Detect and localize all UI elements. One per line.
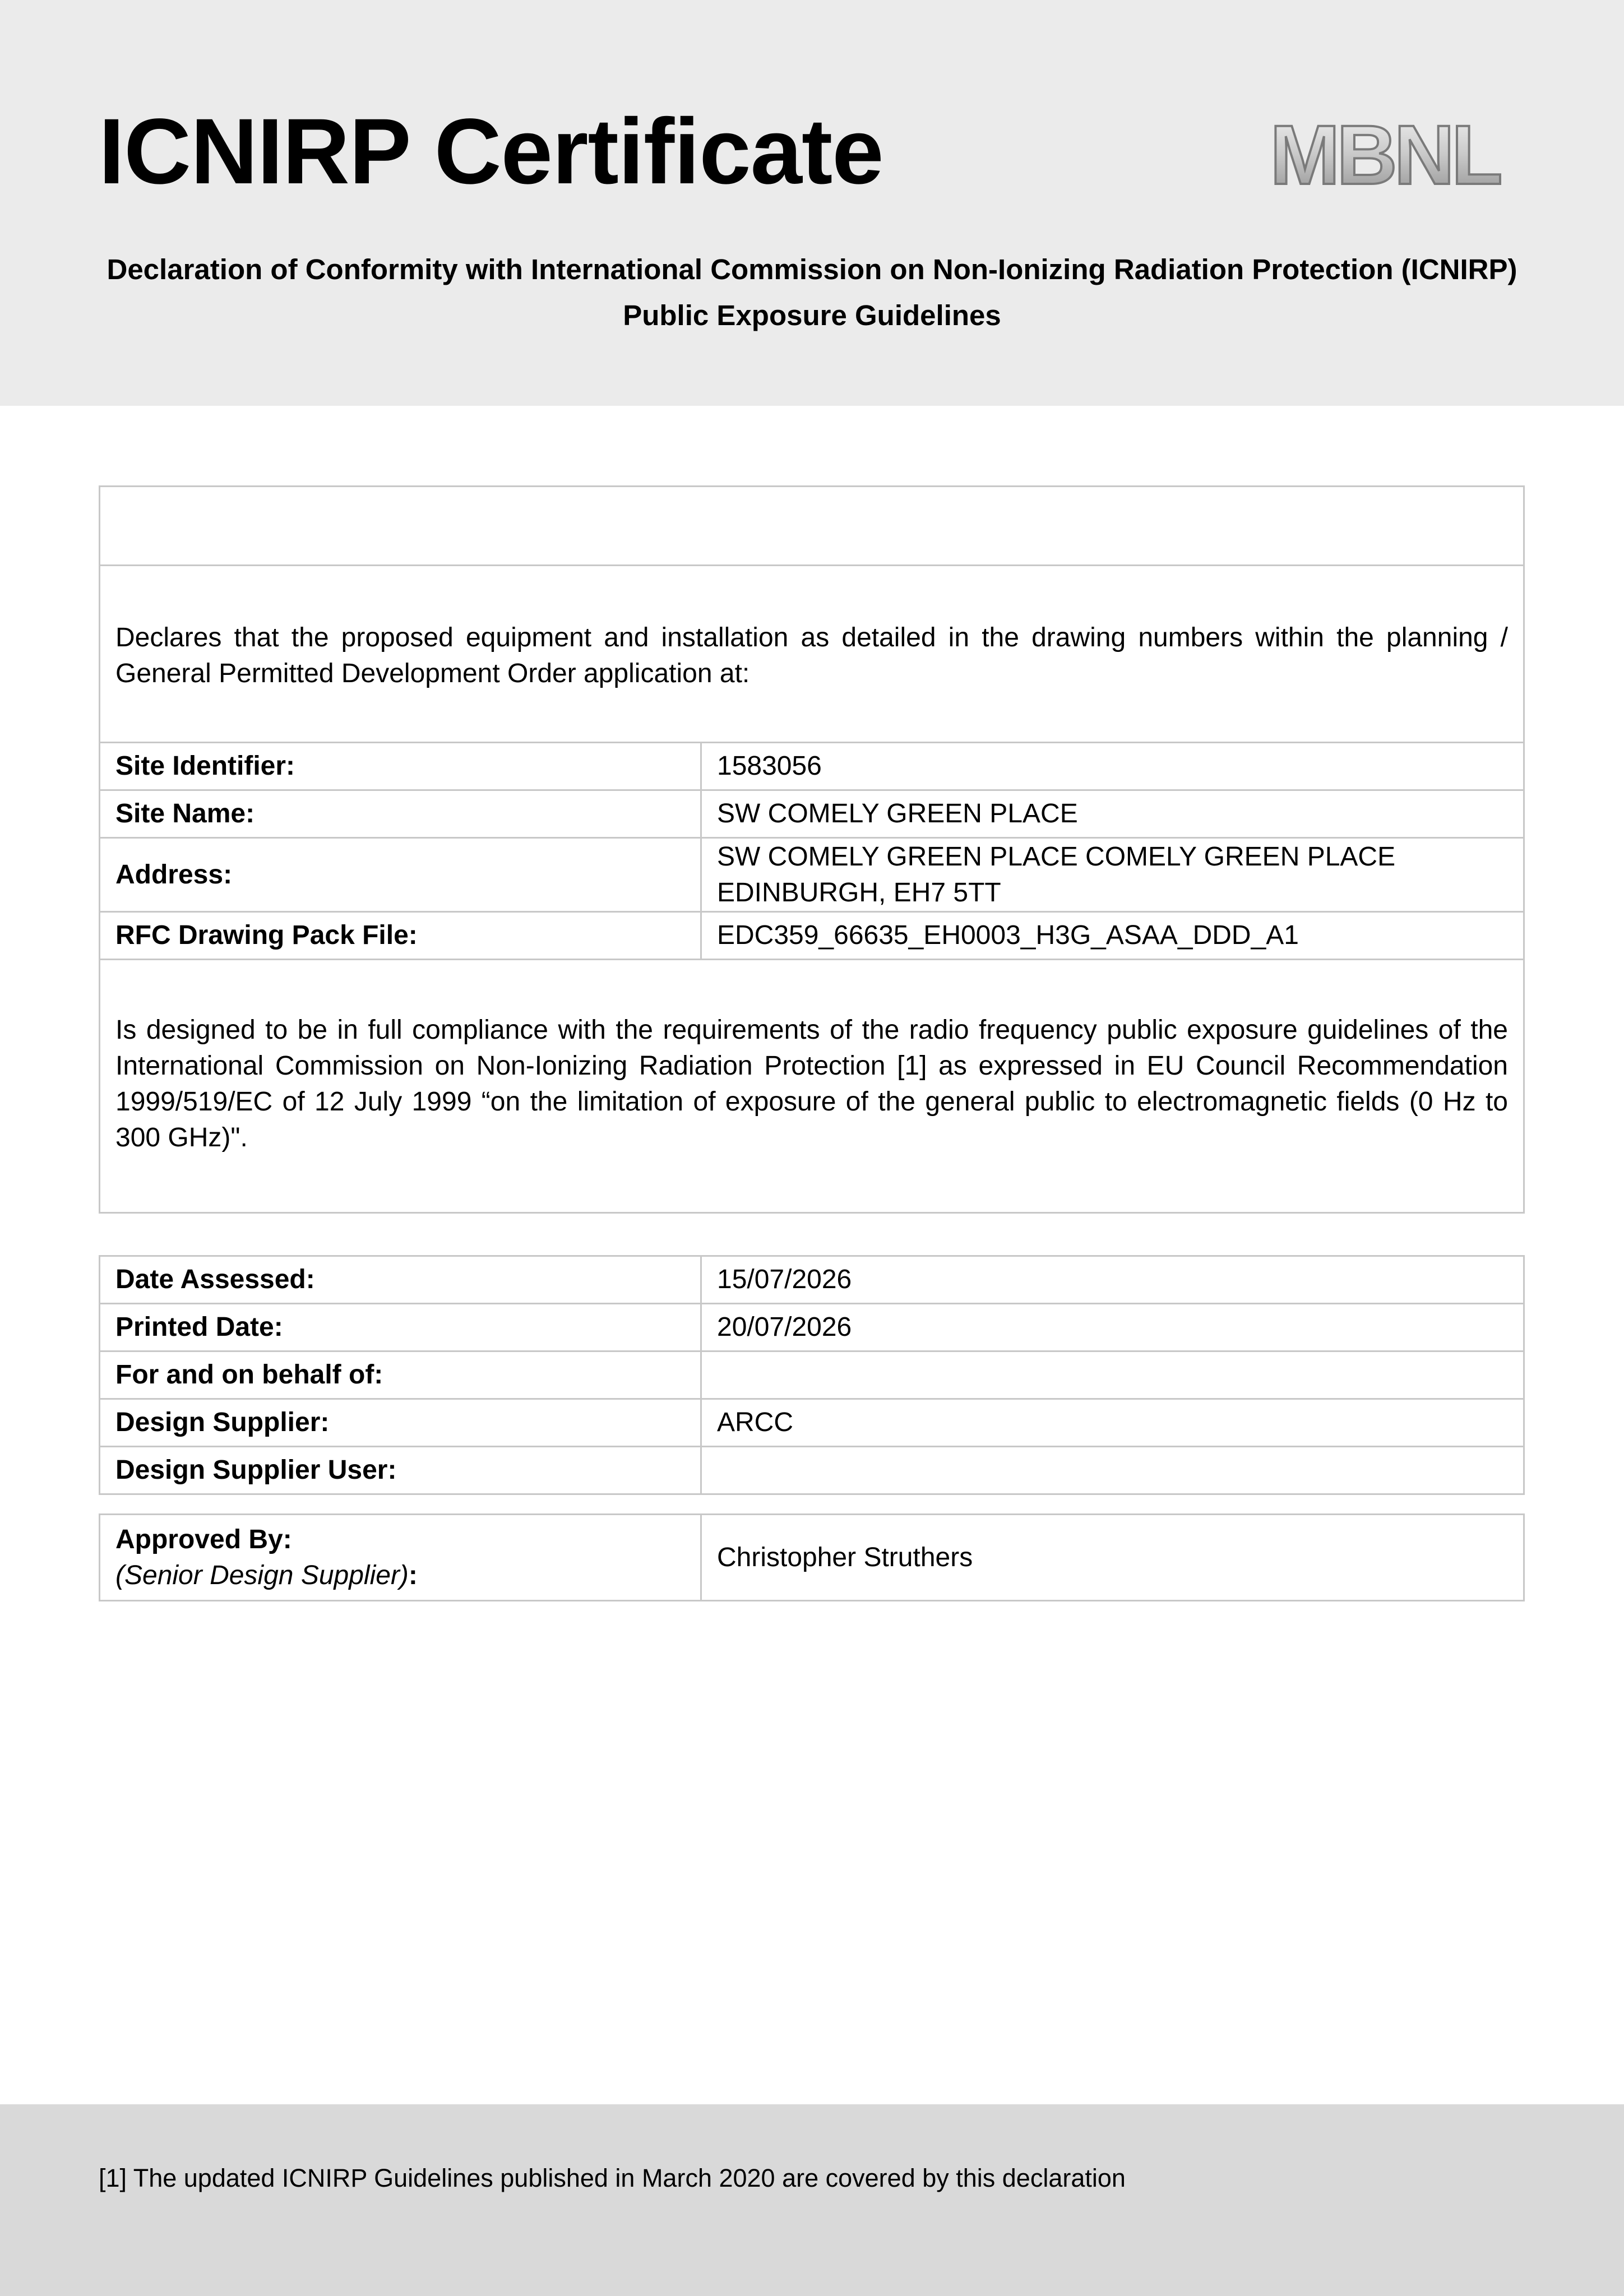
blank-header-row xyxy=(100,487,1523,566)
approved-by-value: Christopher Struthers xyxy=(701,1515,1524,1601)
date-assessed-label: Date Assessed: xyxy=(100,1256,701,1304)
design-supplier-user-value xyxy=(701,1447,1524,1494)
rfc-drawing-pack-label: RFC Drawing Pack File: xyxy=(100,912,701,960)
logo-text: MBNL xyxy=(1270,112,1500,202)
site-identifier-label: Site Identifier: xyxy=(100,743,701,790)
address-value: SW COMELY GREEN PLACE COMELY GREEN PLACE EDINBURGH, EH7 5TT xyxy=(701,838,1524,912)
rfc-drawing-pack-value: EDC359_66635_EH0003_H3G_ASAA_DDD_A1 xyxy=(701,912,1524,960)
printed-date-value: 20/07/2026 xyxy=(701,1304,1524,1351)
on-behalf-of-value xyxy=(701,1351,1524,1399)
mbnl-logo xyxy=(1261,112,1508,202)
site-name-label: Site Name: xyxy=(100,790,701,838)
approval-table xyxy=(99,1513,1525,1601)
page-title: ICNIRP Certificate xyxy=(99,100,883,203)
table-row xyxy=(100,1351,1524,1399)
table-row xyxy=(100,1304,1524,1351)
footer-band xyxy=(0,2104,1624,2296)
table-row xyxy=(100,912,1523,960)
subtitle-line-2: Public Exposure Guidelines xyxy=(623,299,1001,331)
table-row xyxy=(100,1515,1524,1601)
compliance-statement: Is designed to be in full compliance with the requirements of the radio frequency public exposure guidelines of the International Commission on Non-Ionizing Radiation Protection [1] as expressed in EU Council Recommendation 1999/519/EC of 12 July 1999 “on the limitation of exposure of the general public to electromagnetic fields (0 Hz to 300 GHz)". xyxy=(115,1015,1508,1152)
approval-table-wrap xyxy=(99,1513,1525,1601)
page-subtitle xyxy=(78,247,1546,339)
declaration-intro: Declares that the proposed equipment and installation as detailed in the drawing numbers within the planning / General Permitted Development Order application at: xyxy=(115,623,1508,688)
design-supplier-user-label: Design Supplier User: xyxy=(100,1447,701,1494)
printed-date-label: Printed Date: xyxy=(100,1304,701,1351)
site-name-value: SW COMELY GREEN PLACE xyxy=(701,790,1524,838)
approved-by-cell xyxy=(100,1515,701,1601)
mbnl-logo-graphic xyxy=(1261,112,1508,202)
table-row xyxy=(100,1447,1524,1494)
assessment-table xyxy=(99,1255,1525,1495)
header-band xyxy=(0,0,1624,406)
on-behalf-of-label: For and on behalf of: xyxy=(100,1351,701,1399)
design-supplier-label: Design Supplier: xyxy=(100,1399,701,1447)
date-assessed-value: 15/07/2026 xyxy=(701,1256,1524,1304)
assessment-table-wrap xyxy=(99,1255,1525,1495)
footnote: [1] The updated ICNIRP Guidelines published in March 2020 are covered by this declaration xyxy=(99,2164,1126,2192)
table-row xyxy=(100,1399,1524,1447)
design-supplier-value: ARCC xyxy=(701,1399,1524,1447)
approved-by-label: Approved By: xyxy=(115,1524,292,1554)
site-details-table xyxy=(100,742,1523,960)
table-row xyxy=(100,1256,1524,1304)
approved-by-role xyxy=(115,1558,685,1594)
table-row xyxy=(100,743,1523,790)
approved-by-role-text: (Senior Design Supplier) xyxy=(115,1560,409,1590)
approved-by-role-colon: : xyxy=(408,1560,418,1590)
address-label: Address: xyxy=(100,838,701,912)
declaration-box xyxy=(99,485,1525,1214)
site-identifier-value: 1583056 xyxy=(701,743,1524,790)
table-row xyxy=(100,838,1523,912)
table-row xyxy=(100,790,1523,838)
subtitle-line-1: Declaration of Conformity with International Commission on Non-Ionizing Radiation Protection (ICNIRP) xyxy=(107,253,1517,285)
